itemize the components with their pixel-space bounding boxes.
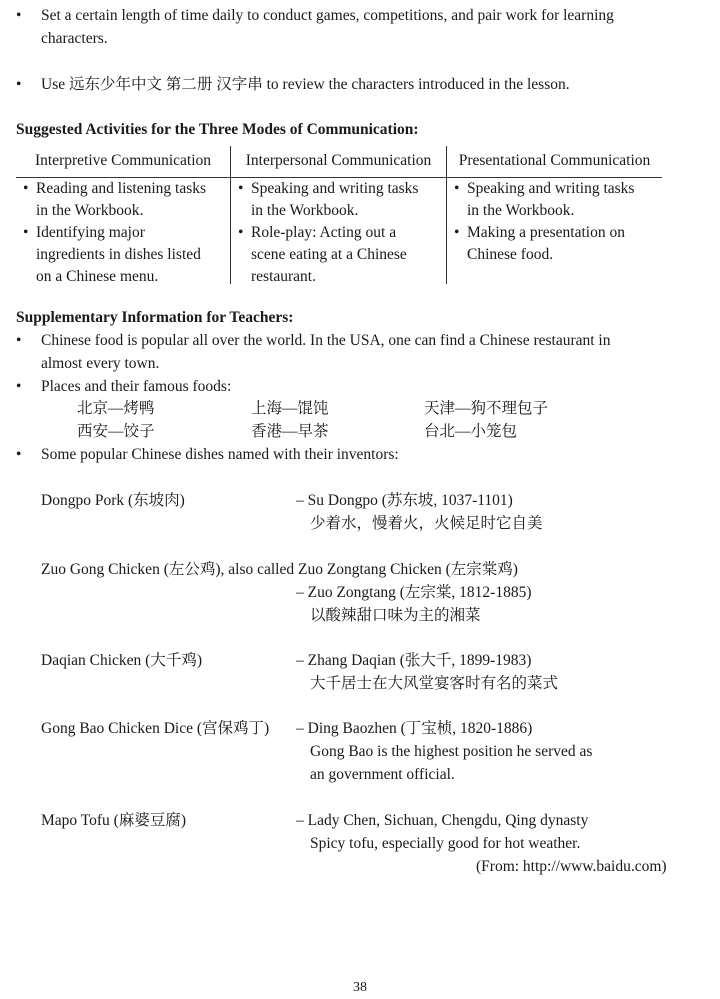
cell-line: on a Chinese menu. <box>36 268 159 285</box>
dish-note: 大千居士在大风堂宴客时有名的菜式 <box>310 675 559 692</box>
dish-note: an government official. <box>310 766 455 783</box>
cell-line: in the Workbook. <box>467 202 575 219</box>
bullet-text: Set a certain length of time daily to conduct games, competitions, and pair work for learning <box>41 7 614 24</box>
bullet-dot: • <box>16 332 22 349</box>
dish-inventor: – Zuo Zongtang (左宗棠, 1812-1885) <box>296 584 532 601</box>
cell-line: Chinese food. <box>467 246 554 263</box>
place-food: 香港—早茶 <box>251 423 329 440</box>
activities-heading: Suggested Activities for the Three Modes of Communication: <box>16 121 419 138</box>
bullet-text-continued: characters. <box>41 30 108 47</box>
dish-note: Gong Bao is the highest position he served as <box>310 743 593 760</box>
cell-line: scene eating at a Chinese <box>251 246 407 263</box>
activities-table <box>16 146 662 284</box>
bullet-dot: • <box>454 180 460 197</box>
table-cell-interpersonal <box>235 178 445 288</box>
bullet-text: Use 远东少年中文 第二册 汉字串 to review the characters introduced in the lesson. <box>41 76 570 93</box>
source-citation: (From: http://www.baidu.com) <box>476 858 667 875</box>
bullet-dot: • <box>23 224 29 241</box>
place-food: 上海—馄饨 <box>251 400 329 417</box>
bullet-dot: • <box>16 7 22 24</box>
list-item <box>20 222 228 288</box>
table-cell-presentational <box>451 178 661 266</box>
place-food: 天津—狗不理包子 <box>424 400 549 417</box>
table-header-presentational: Presentational Communication <box>458 152 651 169</box>
cell-line: Reading and listening tasks <box>36 180 207 197</box>
dish-inventor: – Lady Chen, Sichuan, Chengdu, Qing dynasty <box>296 812 589 829</box>
bullet-dot: • <box>16 378 22 395</box>
bullet-text: Chinese food is popular all over the world. In the USA, one can find a Chinese restaurant in <box>41 332 611 349</box>
cell-line: in the Workbook. <box>251 202 359 219</box>
cell-line: Making a presentation on <box>467 224 625 241</box>
dish-note: 以酸辣甜口味为主的湘菜 <box>310 607 481 624</box>
bullet-text-continued: almost every town. <box>41 355 160 372</box>
list-item <box>235 178 445 222</box>
dish-name: Gong Bao Chicken Dice (宫保鸡丁) <box>41 720 270 737</box>
list-item <box>451 178 661 222</box>
table-header-interpretive: Interpretive Communication <box>34 152 212 169</box>
dish-name: Daqian Chicken (大千鸡) <box>41 652 202 669</box>
dish-note: 少着水，慢着火，火候足时它自美 <box>310 515 543 532</box>
place-food: 北京—烤鸭 <box>77 400 155 417</box>
cell-line: restaurant. <box>251 268 316 285</box>
bullet-dot: • <box>23 180 29 197</box>
table-header-interpersonal: Interpersonal Communication <box>245 152 432 169</box>
bullet-dot: • <box>238 224 244 241</box>
cell-line: Identifying major <box>36 224 145 241</box>
table-cell-interpretive <box>20 178 228 288</box>
bullet-dot: • <box>16 76 22 93</box>
cell-line: Role-play: Acting out a <box>251 224 397 241</box>
dish-inventor: – Zhang Daqian (张大千, 1899-1983) <box>296 652 532 669</box>
place-food: 西安—饺子 <box>77 423 155 440</box>
supplementary-heading: Supplementary Information for Teachers: <box>16 309 294 326</box>
bullet-dot: • <box>454 224 460 241</box>
bullet-dot: • <box>238 180 244 197</box>
cell-line: Speaking and writing tasks <box>467 180 635 197</box>
cell-line: Speaking and writing tasks <box>251 180 419 197</box>
dish-note: Spicy tofu, especially good for hot weather. <box>310 835 581 852</box>
list-item <box>451 222 661 266</box>
dish-inventor: – Ding Baozhen (丁宝桢, 1820-1886) <box>296 720 533 737</box>
bullet-text: Places and their famous foods: <box>41 378 232 395</box>
cell-line: ingredients in dishes listed <box>36 246 201 263</box>
bullet-dot: • <box>16 446 22 463</box>
dish-inventor: – Su Dongpo (苏东坡, 1037-1101) <box>296 492 513 509</box>
bullet-text: Some popular Chinese dishes named with their inventors: <box>41 446 399 463</box>
list-item <box>235 222 445 288</box>
dish-name: Mapo Tofu (麻婆豆腐) <box>41 812 187 829</box>
list-item <box>20 178 228 222</box>
cell-line: in the Workbook. <box>36 202 144 219</box>
dish-name: Dongpo Pork (东坡肉) <box>41 492 185 509</box>
page-number: 38 <box>353 980 367 995</box>
place-food: 台北—小笼包 <box>424 423 518 440</box>
dish-name: Zuo Gong Chicken (左公鸡), also called Zuo Zongtang Chicken (左宗棠鸡) <box>41 561 518 578</box>
